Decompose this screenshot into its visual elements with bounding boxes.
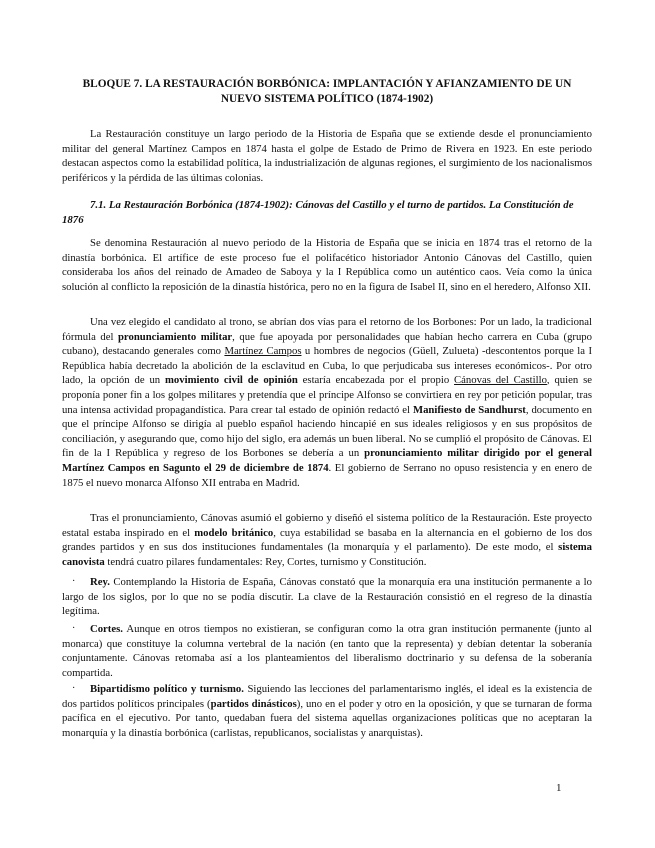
- bullet-text: ), uno en el poder y otro en la oposición, y que se turnaran de forma pacífica en el ejecutivo. Por tanto, quedaban fuera del sistema aquellas organizaciones políticas que no aceptaran la monarquía y la dinastía borbónica (carlistas, republicanos, socialistas y anarquistas).: [62, 697, 592, 739]
- bold-term: sistema canovista: [62, 541, 592, 568]
- paragraph-1: Se denomina Restauración al nuevo periodo de la Historia de España que se inicia en 1874 tras el retorno de la dinastía borbónica. El artífice de este proceso fue el polifacético historiador Antonio Cánovas del Castillo, quien consideraba los años del reinado de Amadeo de Saboya y la I República como un auténtico caos. Veía como la única solución al conflicto la reposición de la dinastía histórica, pero no en la figura de Isabel II, sino en el heredero, Alfonso XII.: [62, 237, 592, 293]
- underlined-name: Martínez Campos: [224, 345, 302, 358]
- bullet-head: Bipartidismo político y turnismo.: [90, 683, 244, 695]
- text-span: , quien se proponía poner fin a los golpes militares y pretendía que el príncipe Alfonso se convirtiera en rey por petición popular, tras una intensa actividad propagandística. Para crear tal estado de opinión redactó el: [62, 374, 592, 416]
- bullet-head: Cortes.: [90, 623, 123, 635]
- bullet-head: Rey.: [90, 576, 110, 588]
- text-span: estaría encabezada por el propio: [297, 374, 455, 387]
- bullet-item: [62, 575, 592, 619]
- bullet-icon: ·: [72, 576, 76, 587]
- paragraph-2: [62, 315, 592, 490]
- document-title: BLOQUE 7. LA RESTAURACIÓN BORBÓNICA: IMPLANTACIÓN Y AFIANZAMIENTO DE UN NUEVO SISTEMA POLÍTICO (1874-1902): [82, 78, 572, 105]
- text-span: . El gobierno de Serrano no opuso resistencia y en enero de 1875 el nuevo monarca Alfonso XII entraba en Madrid.: [62, 461, 592, 489]
- text-span: u hombres de negocios (Güell, Zulueta) -descontentos porque la I República había decretado la abolición de la esclavitud en Cuba, lo que perjudicaba sus intereses económicos-. Por otro lado, la opción de un: [62, 345, 592, 387]
- bold-term: Manifiesto de Sandhurst: [412, 403, 526, 416]
- bullet-item: [62, 622, 592, 680]
- text-span: Una vez elegido el candidato al trono, se abrían dos vías para el retorno de los Borbones: Por un lado, la tradicional fórmula del: [62, 316, 592, 343]
- bullet-icon: ·: [72, 623, 76, 634]
- intro-paragraph: La Restauración constituye un largo periodo de la Historia de España que se extiende desde el pronunciamiento militar del general Martínez Campos en 1874 hasta el golpe de Estado de Primo de Rivera en 1923. En este periodo destacan aspectos como la estabilidad política, la industrialización de algunas regiones, el surgimiento de los nacionalismos periféricos y la pérdida de las últimas colonias.: [62, 128, 592, 184]
- text-span: , cuya estabilidad se basaba en la alternancia en el gobierno de los dos grandes partidos y en sus dos instituciones fundamentales (la monarquía y el parlamento). De este modo, el: [62, 526, 592, 554]
- text-span: , documento en que el príncipe Alfonso se dirigía al pueblo español haciendo hincapié en sus ideales religiosos y en sus propósitos de conciliación, y asegurando que, como hijo del siglo, era además un buen liberal. No se cumplió el propósito de Cánovas. El fin de la I República y regreso de los Borbones se debería a un: [62, 403, 592, 460]
- bullet-text: Contemplando la Historia de España, Cánovas constató que la monarquía era una institución permanente a lo largo de los siglos, por lo que no se podía discutir. La clave de la Restauración consistió en el regreso de la dinastía legítima.: [62, 576, 592, 618]
- bullet-text: Aunque en otros tiempos no existieran, se configuran como la otra gran institución permanente (junto al monarca) que constituye la columna vertebral de la nación (en tanto que la representa) y debían detentar la soberanía conjuntamente. Cánovas retomaba así a los planteamientos del liberalismo doctrinario y su defensa de la soberanía compartida.: [62, 623, 592, 679]
- text-span: , que fue apoyada por personalidades que habían hecho carrera en Cuba (grupo cubano), destacando generales como: [62, 330, 592, 358]
- bold-term: movimiento civil de opinión: [165, 374, 298, 387]
- bold-term: pronunciamiento militar dirigido por el general Martínez Campos en Sagunto el 29 de diciembre de 1874: [62, 447, 592, 474]
- underlined-name: Cánovas del Castillo: [454, 374, 547, 387]
- paragraph-3: [62, 511, 592, 569]
- text-span: Tras el pronunciamiento, Cánovas asumió el gobierno y diseñó el sistema político de la Restauración. Este proyecto estatal estaba inspirado en el: [62, 512, 592, 539]
- bold-term: pronunciamiento militar: [117, 330, 233, 343]
- section-heading: 7.1. La Restauración Borbónica (1874-1902): Cánovas del Castillo y el turno de partidos. La Constitución de 1876: [62, 199, 574, 226]
- text-span: tendrá cuatro pilares fundamentales: Rey, Cortes, turnismo y Constitución.: [104, 555, 427, 568]
- bullet-item: [62, 682, 592, 740]
- bullet-text: Siguiendo las lecciones del parlamentarismo inglés, el ideal es la existencia de dos partidos políticos principales (: [62, 683, 593, 710]
- bold-term: partidos dinásticos: [210, 697, 297, 710]
- bullet-icon: ·: [72, 683, 76, 694]
- page-number: 1: [556, 782, 562, 794]
- bold-term: modelo británico: [194, 526, 274, 539]
